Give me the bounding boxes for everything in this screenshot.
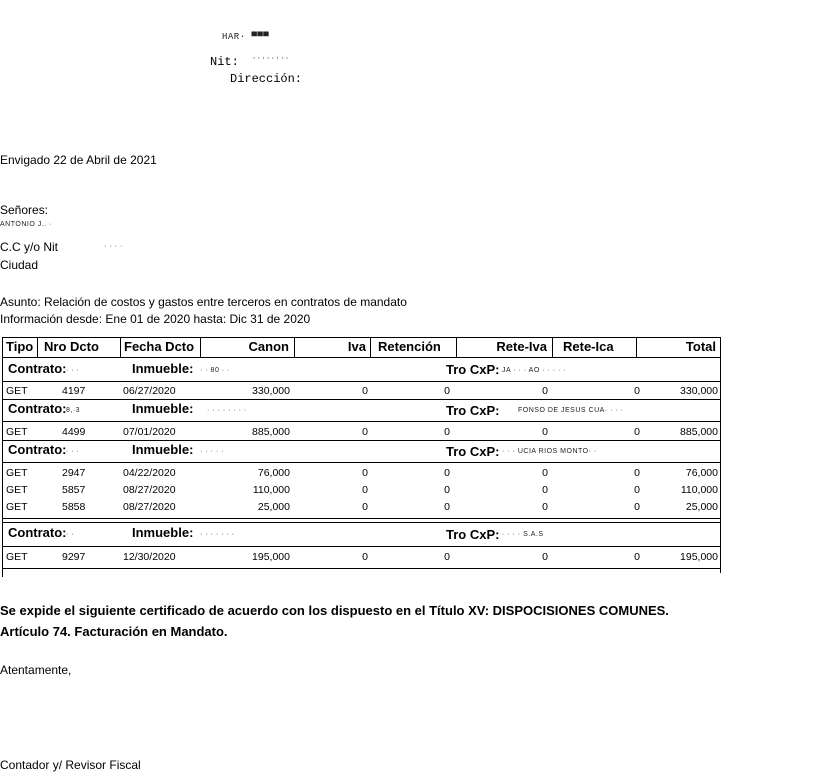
row-iva: 0 (362, 426, 368, 438)
row-fecha: 07/01/2020 (123, 426, 176, 438)
row-total: 25,000 (685, 501, 718, 513)
tro-cxp-label: Tro CxP: (446, 403, 500, 418)
signer-title: Contador y/ Revisor Fiscal (0, 758, 141, 772)
id-label: C.C y/o Nit (0, 240, 59, 254)
row-nro-dcto: 9297 (62, 551, 86, 563)
contrato-value: · · · (66, 367, 80, 374)
row-rete-iva: 0 (542, 467, 548, 479)
row-total: 195,000 (680, 551, 718, 563)
contrato-label: Contrato: (8, 525, 67, 540)
row-fecha: 08/27/2020 (123, 484, 176, 496)
row-retencion: 0 (444, 426, 450, 438)
row-tipo: GET (6, 501, 28, 513)
row-rete-ica: 0 (634, 484, 640, 496)
salutation: Señores: (0, 203, 49, 217)
id-value: · · · · (104, 243, 123, 250)
tro-cxp-value: · · · UCIA RIOS MONTO· · (502, 448, 597, 455)
row-tipo: GET (6, 467, 28, 479)
inmueble-value: · · · · · · · · (207, 407, 247, 414)
row-nro-dcto: 2947 (62, 467, 86, 479)
row-retencion: 0 (444, 501, 450, 513)
city: Ciudad (0, 258, 39, 272)
row-canon: 330,000 (252, 385, 290, 397)
row-nro-dcto: 5857 (62, 484, 86, 496)
row-rete-iva: 0 (542, 426, 548, 438)
contrato-label: Contrato: (8, 442, 67, 457)
header-canon: Canon (248, 339, 289, 354)
row-fecha: 04/22/2020 (123, 467, 176, 479)
row-retencion: 0 (444, 484, 450, 496)
recipient-name: ANTONIO J.. · (0, 221, 52, 228)
row-iva: 0 (362, 484, 368, 496)
row-iva: 0 (362, 551, 368, 563)
inmueble-label: Inmueble: (132, 361, 194, 376)
row-canon: 195,000 (252, 551, 290, 563)
header-tipo: Tipo (6, 339, 34, 354)
row-fecha: 06/27/2020 (123, 385, 176, 397)
row-tipo: GET (6, 426, 28, 438)
row-rete-ica: 0 (634, 551, 640, 563)
row-tipo: GET (6, 551, 28, 563)
subject: Asunto: Relación de costos y gastos entre terceros en contratos de mandato (0, 295, 407, 309)
inmueble-value: · · · · · (200, 448, 224, 455)
contrato-label: Contrato: (8, 401, 67, 416)
tro-cxp-value: · · · · S.A.S (502, 531, 544, 538)
inmueble-value: · · · · · · · (200, 531, 235, 538)
row-tipo: GET (6, 484, 28, 496)
header-iva: Iva (347, 339, 366, 354)
row-canon: 76,000 (257, 467, 290, 479)
inmueble-value: · · 80 · · (200, 367, 230, 374)
row-retencion: 0 (444, 551, 450, 563)
period: Información desde: Ene 01 de 2020 hasta: Dic 31 de 2020 (0, 312, 311, 326)
nit-value: ········ (252, 55, 290, 63)
cost-table (2, 337, 720, 577)
row-rete-ica: 0 (634, 501, 640, 513)
row-rete-iva: 0 (542, 385, 548, 397)
row-total: 330,000 (680, 385, 718, 397)
header-retencion: Retención (378, 339, 441, 354)
row-rete-iva: 0 (542, 484, 548, 496)
row-rete-iva: 0 (542, 551, 548, 563)
nit-label: Nit: (210, 55, 239, 69)
tro-cxp-label: Tro CxP: (446, 362, 500, 377)
header-rete-iva: Rete-Iva (496, 339, 547, 354)
header-nro-dcto: Nro Dcto (44, 339, 99, 354)
row-rete-iva: 0 (542, 501, 548, 513)
inmueble-label: Inmueble: (132, 525, 194, 540)
contrato-value: 8,·3 (66, 407, 81, 414)
row-rete-ica: 0 (634, 467, 640, 479)
place-date: Envigado 22 de Abril de 2021 (0, 153, 157, 167)
contrato-value: · · · (66, 448, 80, 455)
row-nro-dcto: 4197 (62, 385, 86, 397)
header-fecha-dcto: Fecha Dcto (124, 339, 195, 354)
row-iva: 0 (362, 385, 368, 397)
header-rete-ica: Rete-Ica (563, 339, 614, 354)
company-name: HAR· ▀▀▀ (222, 32, 270, 42)
tro-cxp-value: JA · · · AO · · · · · (502, 367, 567, 374)
tro-cxp-label: Tro CxP: (446, 527, 500, 542)
row-rete-ica: 0 (634, 426, 640, 438)
row-canon: 110,000 (252, 484, 290, 496)
contrato-value: · · (66, 531, 75, 538)
row-tipo: GET (6, 385, 28, 397)
row-total: 76,000 (685, 467, 718, 479)
row-retencion: 0 (444, 467, 450, 479)
row-rete-ica: 0 (634, 385, 640, 397)
row-fecha: 12/30/2020 (123, 551, 176, 563)
row-fecha: 08/27/2020 (123, 501, 176, 513)
regards: Atentamente, (0, 663, 72, 677)
row-total: 110,000 (680, 484, 718, 496)
row-nro-dcto: 5858 (62, 501, 86, 513)
row-retencion: 0 (444, 385, 450, 397)
tro-cxp-label: Tro CxP: (446, 444, 500, 459)
row-iva: 0 (362, 467, 368, 479)
row-iva: 0 (362, 501, 368, 513)
article-reference: Artículo 74. Facturación en Mandato. (0, 624, 228, 639)
direccion-label: Dirección: (230, 72, 303, 86)
contrato-label: Contrato: (8, 361, 67, 376)
inmueble-label: Inmueble: (132, 442, 194, 457)
row-nro-dcto: 4499 (62, 426, 86, 438)
header-total: Total (685, 339, 716, 354)
row-total: 885,000 (680, 426, 718, 438)
row-canon: 885,000 (252, 426, 290, 438)
row-canon: 25,000 (257, 501, 290, 513)
tro-cxp-value: FONSO DE JESUS CUA· · · · (518, 407, 624, 414)
certificate-statement: Se expide el siguiente certificado de acuerdo con los dispuesto en el Título XV: DISPOCISIONES COMUNES. (0, 603, 669, 618)
inmueble-label: Inmueble: (132, 401, 194, 416)
